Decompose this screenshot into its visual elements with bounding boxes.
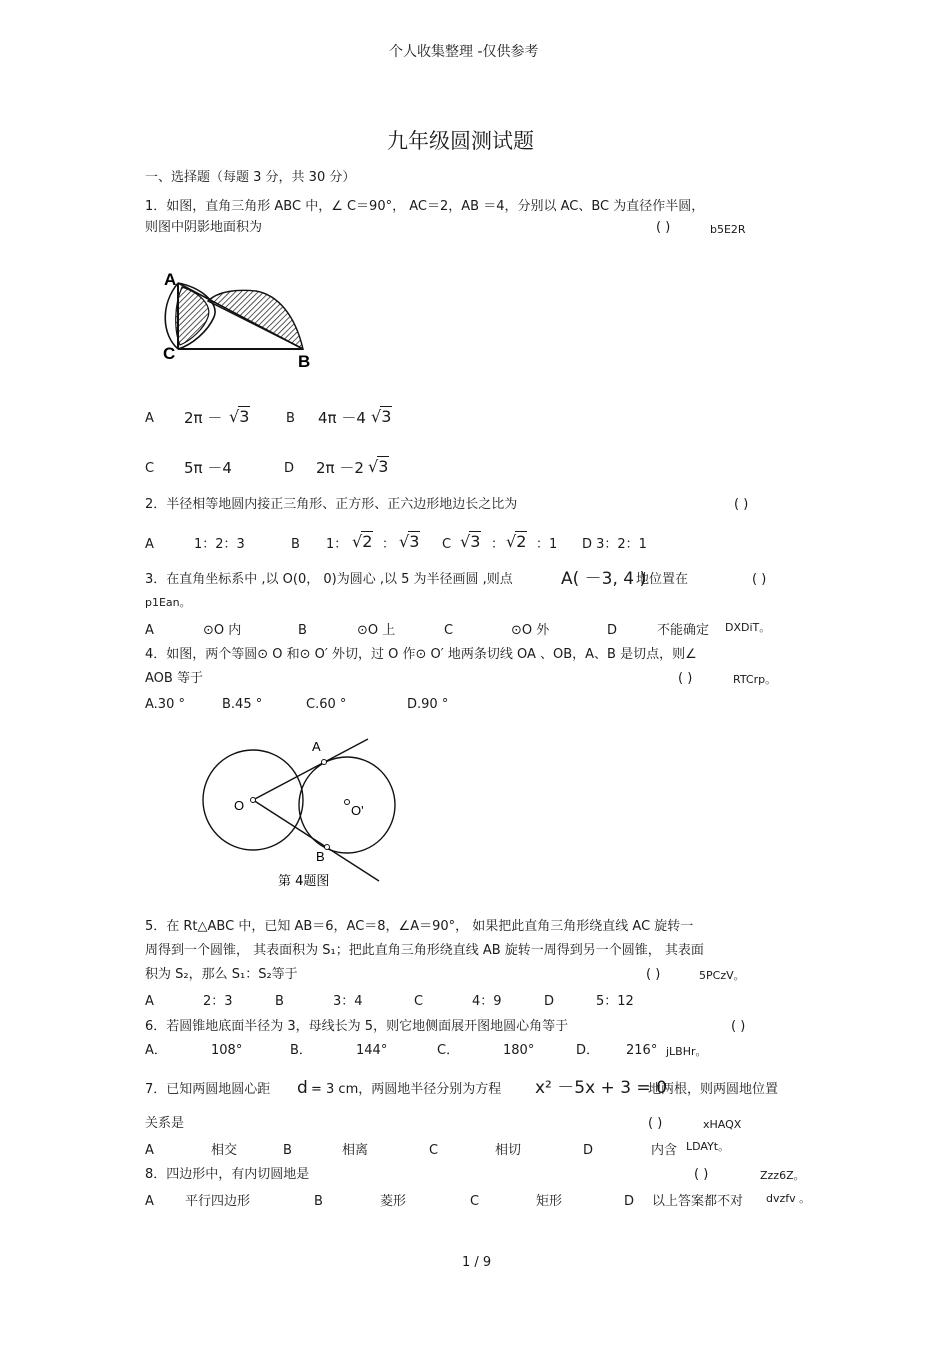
q4-opt-b: B.45 °	[222, 697, 263, 712]
q4-text-line2: AOB 等于	[145, 671, 203, 686]
q1-opt-c: 5π －4	[184, 459, 232, 477]
q6-code: jLBHr。	[666, 1045, 707, 1058]
q2-opt-b-mid: ：	[382, 537, 396, 552]
q3-code: p1Ean。	[145, 596, 191, 609]
q1-fig-label-c: C	[163, 344, 176, 363]
q1-opt-b-letter: B	[286, 411, 295, 426]
q7-opt-d: 内含	[651, 1143, 678, 1158]
q3-opt-b: ⊙O 上	[357, 623, 396, 638]
q7-equation: x² －5x + 3 = 0	[535, 1078, 667, 1098]
q8-opt-b: 菱形	[380, 1194, 407, 1209]
q3-text: 3．在直角坐标系中 ,以 O(0， 0)为圆心 ,以 5 为半径画圆 ,则点	[145, 572, 513, 587]
q1-opt-c-letter: C	[145, 461, 155, 476]
q2-opt-d: D 3：2：1	[582, 537, 647, 552]
q1-opt-d-letter: D	[284, 461, 295, 476]
q1-figure	[160, 265, 320, 375]
q4-figure	[198, 735, 418, 895]
q5-opt-a: 2：3	[203, 994, 233, 1009]
q2-answer-paren: ( )	[734, 497, 749, 512]
q4-fig-label-o-prime: O'	[351, 803, 364, 818]
q6-opt-a: 108°	[211, 1043, 243, 1058]
q8-code2: dvzfv 。	[766, 1192, 811, 1205]
page-number: 1 / 9	[462, 1255, 492, 1270]
q3-opt-d-letter: D	[607, 623, 618, 638]
q3-code2: DXDiT。	[725, 621, 771, 634]
q8-opt-b-letter: B	[314, 1194, 323, 1209]
q7-opt-c: 相切	[495, 1143, 522, 1158]
q7-opt-c-letter: C	[429, 1143, 439, 1158]
q6-opt-b-letter: B．	[290, 1043, 312, 1058]
q6-opt-b: 144°	[356, 1043, 388, 1058]
q7-opt-b-letter: B	[283, 1143, 292, 1158]
q7-opt-b: 相离	[342, 1143, 369, 1158]
q4-code: RTCrp。	[733, 673, 777, 686]
q2-opt-b-radical1: √2	[352, 532, 373, 551]
q5-text-line2: 周得到一个圆锥， 其表面积为 S₁；把此直角三角形绕直线 AB 旋转一周得到另一个圆锥， 其表面	[145, 943, 704, 958]
q3-opt-c: ⊙O 外	[511, 623, 550, 638]
q5-opt-a-letter: A	[145, 994, 154, 1009]
q1-text-line2: 则图中阴影地面积为	[145, 220, 263, 235]
q1-answer-paren: ( )	[656, 220, 671, 235]
q5-opt-c: 4：9	[472, 994, 502, 1009]
q4-fig-caption: 第 4题图	[278, 874, 330, 889]
q3-opt-b-letter: B	[298, 623, 307, 638]
q7-code: xHAQX	[703, 1118, 742, 1131]
q2-opt-c-post: ：1	[536, 537, 558, 552]
q3-opt-c-letter: C	[444, 623, 454, 638]
q7-d-symbol: d	[297, 1078, 308, 1098]
q4-opt-d: D.90 °	[407, 697, 449, 712]
q6-opt-c: 180°	[503, 1043, 535, 1058]
section-heading: 一、选择题（每题 3 分，共 30 分）	[145, 170, 356, 185]
q2-opt-a-letter: A	[145, 537, 154, 552]
q1-opt-d-radical: √3	[368, 457, 389, 476]
q8-text: 8．四边形中，有内切圆地是	[145, 1167, 310, 1182]
q4-opt-c: C.60 °	[306, 697, 347, 712]
q5-code: 5PCzV。	[699, 969, 745, 982]
q3-opt-a-letter: A	[145, 623, 154, 638]
q5-answer-paren: ( )	[646, 967, 661, 982]
q1-fig-label-b: B	[298, 352, 311, 371]
q2-opt-c-letter: C	[442, 537, 452, 552]
q1-opt-d: 2π －2	[316, 459, 364, 477]
q8-opt-d: 以上答案都不对	[652, 1194, 744, 1209]
q3-answer-paren: ( )	[752, 572, 767, 587]
q8-opt-a-letter: A	[145, 1194, 154, 1209]
q4-fig-label-a: A	[312, 739, 321, 754]
q1-opt-a: 2π －	[184, 409, 223, 427]
q6-opt-c-letter: C．	[437, 1043, 460, 1058]
q5-opt-c-letter: C	[414, 994, 424, 1009]
q2-text: 2．半径相等地圆内接正三角形、正方形、正六边形地边长之比为	[145, 497, 518, 512]
q2-opt-b-letter: B	[291, 537, 300, 552]
q8-opt-c-letter: C	[470, 1194, 480, 1209]
q1-text-line1: 1．如图，直角三角形 ABC 中，∠ C＝90°， AC＝2，AB ＝4，分别以 AC、BC 为直径作半圆，	[145, 199, 705, 214]
q2-opt-b-pre: 1：	[326, 537, 348, 552]
q2-opt-c-radical1: √3	[460, 532, 481, 551]
q5-opt-d: 5：12	[596, 994, 634, 1009]
q2-opt-c-mid: ：	[491, 537, 505, 552]
q7-text-line2: 关系是	[145, 1116, 185, 1131]
q3-opt-a: ⊙O 内	[203, 623, 242, 638]
q7-opt-a: 相交	[211, 1143, 238, 1158]
q7-text-tail: 地两根，则两圆地位置	[648, 1082, 779, 1097]
q3-opt-d: 不能确定	[657, 623, 710, 638]
q4-fig-label-b: B	[316, 849, 325, 864]
q1-opt-b: 4π －4	[318, 409, 366, 427]
q3-text-tail: 地位置在	[636, 572, 689, 587]
q1-code: b5E2R	[710, 223, 746, 236]
page-title: 九年级圆测试题	[387, 129, 534, 153]
q7-code2: LDAYt。	[686, 1140, 730, 1153]
q4-opt-a: A.30 °	[145, 697, 185, 712]
q6-answer-paren: ( )	[731, 1019, 746, 1034]
q4-answer-paren: ( )	[678, 671, 693, 686]
q2-opt-a: 1：2：3	[194, 537, 245, 552]
q1-opt-a-radical: √3	[229, 407, 250, 426]
q8-opt-a: 平行四边形	[185, 1194, 251, 1209]
q8-opt-d-letter: D	[624, 1194, 635, 1209]
q1-opt-b-radical: √3	[371, 407, 392, 426]
q3-point: A( －3, 4 )	[561, 569, 647, 589]
q8-code: Zzz6Z。	[760, 1169, 805, 1182]
q5-text-line3: 积为 S₂，那么 S₁：S₂等于	[145, 967, 298, 982]
q2-opt-c-radical2: √2	[506, 532, 527, 551]
q4-text-line1: 4．如图，两个等圆⊙ O 和⊙ O′ 外切，过 O 作⊙ O′ 地两条切线 OA 、OB，A、B 是切点，则∠	[145, 647, 697, 662]
q1-opt-a-letter: A	[145, 411, 154, 426]
q6-opt-d: 216°	[626, 1043, 658, 1058]
q7-d-value: = 3 cm，两圆地半径分别为方程	[311, 1082, 502, 1097]
q5-text-line1: 5．在 Rt△ABC 中，已知 AB＝6，AC＝8，∠A＝90°， 如果把此直角三角形绕直线 AC 旋转一	[145, 919, 694, 934]
q2-opt-b-radical2: √3	[399, 532, 420, 551]
q7-text-pre: 7．已知两圆地圆心距	[145, 1082, 271, 1097]
q8-answer-paren: ( )	[694, 1167, 709, 1182]
q8-opt-c: 矩形	[536, 1194, 563, 1209]
q6-text: 6．若圆锥地底面半径为 3，母线长为 5，则它地侧面展开图地圆心角等于	[145, 1019, 569, 1034]
page-header: 个人收集整理 -仅供参考	[389, 44, 539, 60]
q5-opt-b: 3：4	[333, 994, 363, 1009]
q4-fig-label-o: O	[234, 798, 245, 813]
q6-opt-a-letter: A．	[145, 1043, 167, 1058]
q7-opt-d-letter: D	[583, 1143, 594, 1158]
q6-opt-d-letter: D．	[576, 1043, 600, 1058]
q7-opt-a-letter: A	[145, 1143, 154, 1158]
q5-opt-d-letter: D	[544, 994, 555, 1009]
q1-fig-label-a: A	[164, 270, 177, 289]
q7-answer-paren: ( )	[648, 1116, 663, 1131]
q5-opt-b-letter: B	[275, 994, 284, 1009]
